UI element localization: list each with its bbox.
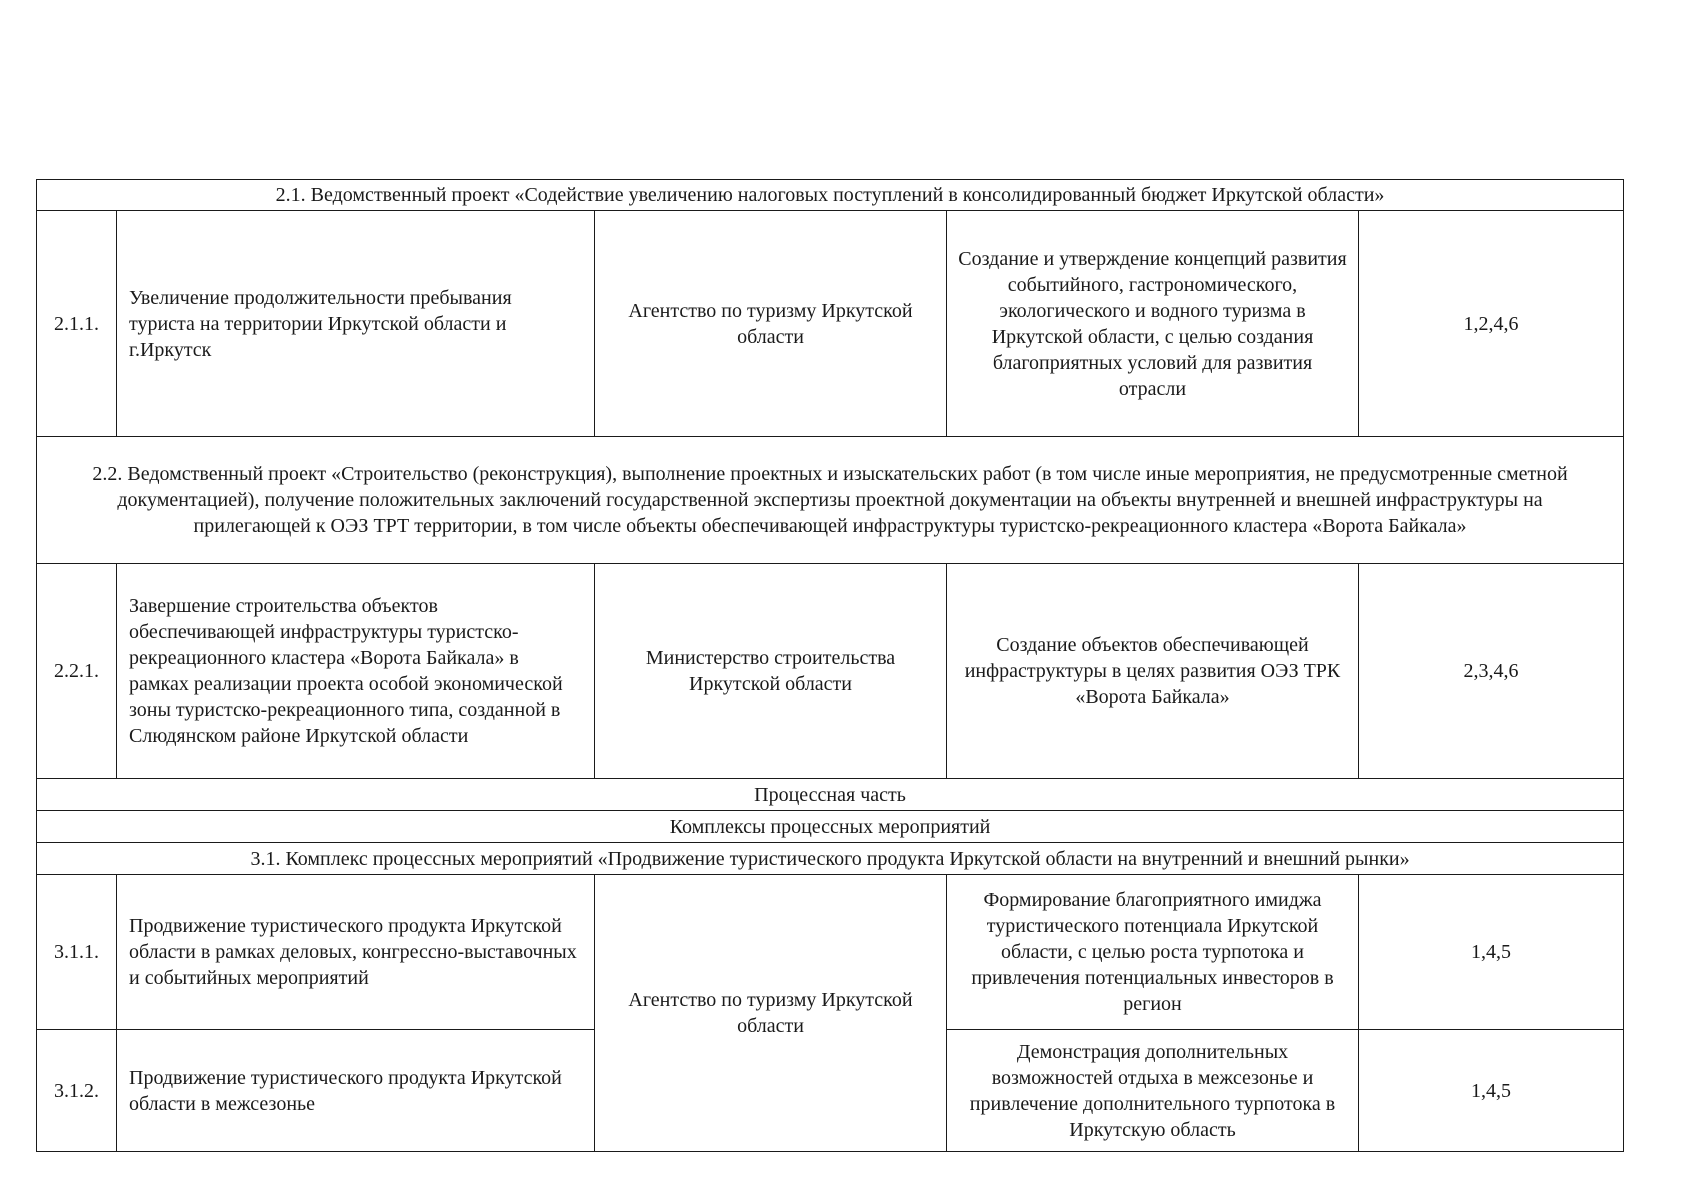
indicators-cell: 2,3,4,6: [1359, 564, 1624, 779]
program-activities-table: [36, 179, 1624, 1152]
row-number-cell: 3.1.1.: [37, 875, 117, 1030]
result-cell: Формирование благоприятного имиджа туристического потенциала Иркутской области, с целью роста турпотока и привлечения потенциальных инвесторов в регион: [947, 875, 1359, 1030]
section-heading-2-2: 2.2. Ведомственный проект «Строительство (реконструкция), выполнение проектных и изыскательских работ (в том числе иные мероприятия, не предусмотренные сметной документацией), получение положительных заключений государственной экспертизы проектной документации на объекты внутренней и внешней инфраструктуры на прилегающей к ОЭЗ ТРТ территории, в том числе объекты обеспечивающей инфраструктуры туристско-рекреационного кластера «Ворота Байкала»: [37, 437, 1624, 564]
section-row-2-1: [37, 180, 1624, 211]
result-cell: Создание объектов обеспечивающей инфраструктуры в целях развития ОЭЗ ТРК «Ворота Байкала»: [947, 564, 1359, 779]
section-heading-2-1: 2.1. Ведомственный проект «Содействие увеличению налоговых поступлений в консолидированный бюджет Иркутской области»: [37, 180, 1624, 211]
responsible-cell: Агентство по туризму Иркутской области: [595, 211, 947, 437]
row-number-cell: 3.1.2.: [37, 1030, 117, 1152]
table-row: [37, 211, 1624, 437]
row-number-cell: 2.2.1.: [37, 564, 117, 779]
process-part-heading: Процессная часть: [37, 779, 1624, 811]
indicators-cell: 1,2,4,6: [1359, 211, 1624, 437]
section-row-2-2: [37, 437, 1624, 564]
responsible-cell: Агентство по туризму Иркутской области: [595, 875, 947, 1152]
section-heading-3-1: 3.1. Комплекс процессных мероприятий «Продвижение туристического продукта Иркутской области на внутренний и внешний рынки»: [37, 843, 1624, 875]
indicators-cell: 1,4,5: [1359, 1030, 1624, 1152]
section-row-process-complexes: [37, 811, 1624, 843]
responsible-cell: Министерство строительства Иркутской области: [595, 564, 947, 779]
task-cell: Завершение строительства объектов обеспечивающей инфраструктуры туристско-рекреационного кластера «Ворота Байкала» в рамках реализации проекта особой экономической зоны туристско-рекреационного типа, созданной в Слюдянском районе Иркутской области: [117, 564, 595, 779]
result-cell: Создание и утверждение концепций развития событийного, гастрономического, экологического и водного туризма в Иркутской области, с целью создания благоприятных условий для развития отрасли: [947, 211, 1359, 437]
task-cell: Продвижение туристического продукта Иркутской области в рамках деловых, конгрессно-выставочных и событийных мероприятий: [117, 875, 595, 1030]
indicators-cell: 1,4,5: [1359, 875, 1624, 1030]
result-cell: Демонстрация дополнительных возможностей отдыха в межсезонье и привлечение дополнительного турпотока в Иркутскую область: [947, 1030, 1359, 1152]
section-row-3-1: [37, 843, 1624, 875]
row-number-cell: 2.1.1.: [37, 211, 117, 437]
task-cell: Увеличение продолжительности пребывания туриста на территории Иркутской области и г.Иркутск: [117, 211, 595, 437]
process-complexes-heading: Комплексы процессных мероприятий: [37, 811, 1624, 843]
task-cell: Продвижение туристического продукта Иркутской области в межсезонье: [117, 1030, 595, 1152]
table-row: [37, 564, 1624, 779]
table-row: [37, 875, 1624, 1030]
section-row-process-part: [37, 779, 1624, 811]
